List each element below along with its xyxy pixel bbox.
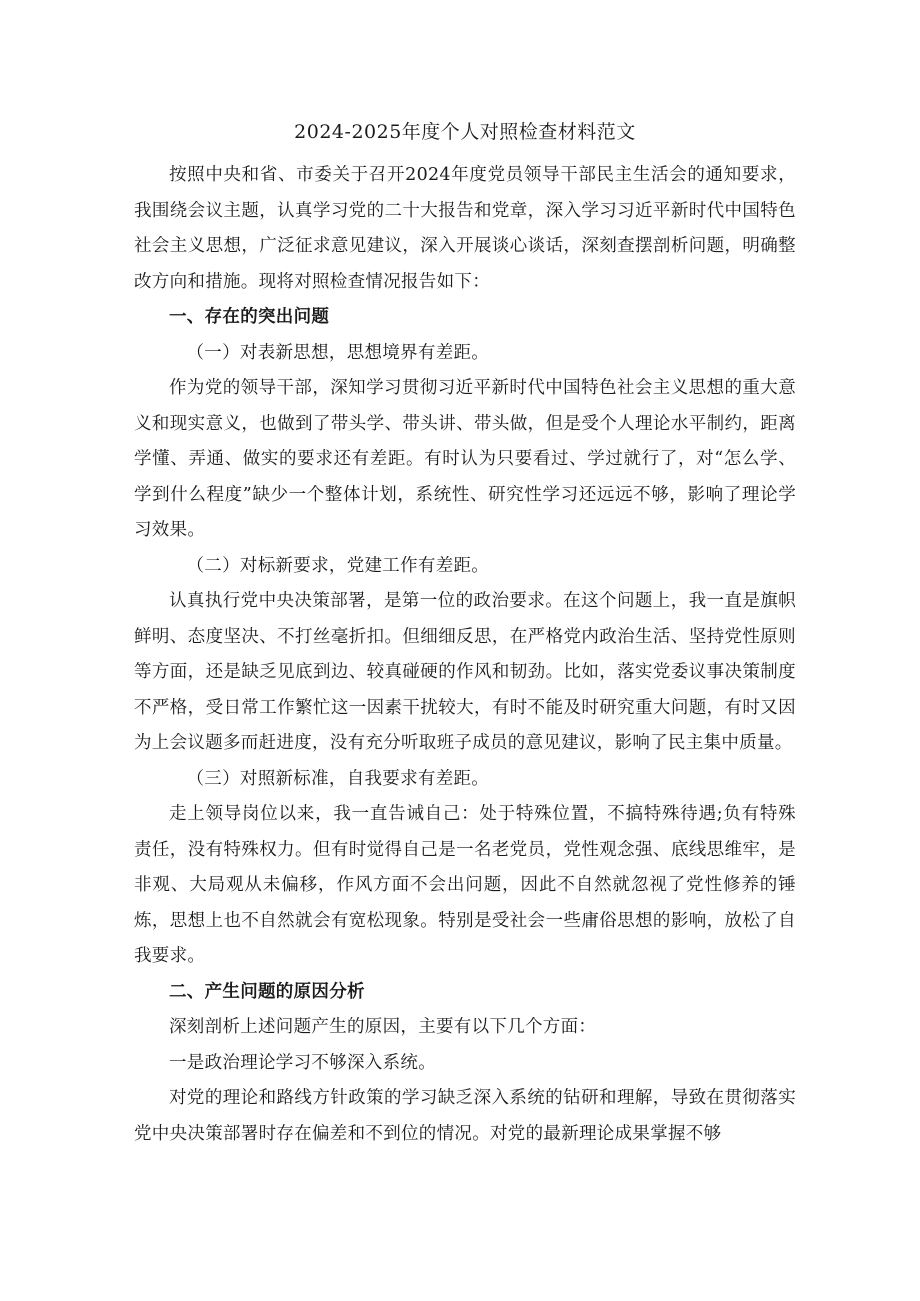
paragraph-causes-lead: 深刻剖析上述问题产生的原因，主要有以下几个方面： xyxy=(169,1017,597,1037)
subheading-party-building: （二）对标新要求，党建工作有差距。 xyxy=(186,555,490,576)
intro-paragraph: 按照中央和省、市委关于召开2024年度党员领导干部民主生活会的通知要求，我围绕会议主题，认真学习党的二十大报告和党章，深入学习习近平新时代中国特色社会主义思想，广泛征求意见建议，深入开展谈心谈话，深刻查摆剖析问题，明确整改方向和措施。现将对照检查情况报告如下： xyxy=(134,165,796,292)
paragraph-party-building: 认真执行党中央决策部署，是第一位的政治要求。在这个问题上，我一直是旗帜鲜明、态度坚决、不打丝毫折扣。但细细反思，在严格党内政治生活、坚持党性原则等方面，还是缺乏见底到边、较真碰硬的作风和韧劲。比如，落实党委议事决策制度不严格，受日常工作繁忙这一因素干扰较大，有时不能及时研究重大问题，有时又因为上会议题多而赶进度，没有充分听取班子成员的意见建议，影响了民主集中质量。 xyxy=(134,591,796,753)
section-heading-causes: 二、产生问题的原因分析 xyxy=(169,981,365,1002)
subheading-thought: （一）对表新思想，思想境界有差距。 xyxy=(186,342,490,363)
paragraph-self-requirement: 走上领导岗位以来，我一直告诫自己：处于特殊位置，不搞特殊待遇;负有特殊责任，没有特殊权力。但有时觉得自己是一名老党员，党性观念强、底线思维牢，是非观、大局观从未偏移，作风方面不会出问题，因此不自然就忽视了党性修养的锤炼，思想上也不自然就会有宽松现象。特别是受社会一些庸俗思想的影响，放松了自我要求。 xyxy=(134,804,796,966)
subheading-self-requirement: （三）对照新标准，自我要求有差距。 xyxy=(186,768,490,789)
paragraph-cause-1-text: 对党的理论和路线方针政策的学习缺乏深入系统的钻研和理解，导致在贯彻落实党中央决策部署时存在偏差和不到位的情况。对党的最新理论成果掌握不够 xyxy=(134,1088,796,1144)
paragraph-cause-1-title: 一是政治理论学习不够深入系统。 xyxy=(169,1052,436,1073)
document-title: 2024-2025年度个人对照检查材料范文 xyxy=(294,121,636,143)
section-heading-problems: 一、存在的突出问题 xyxy=(169,307,330,327)
paragraph-thought: 作为党的领导干部，深知学习贯彻习近平新时代中国特色社会主义思想的重大意义和现实意义，也做到了带头学、带头讲、带头做，但是受个人理论水平制约，距离学懂、弄通、做实的要求还有差距。有时认为只要看过、学过就行了，对“怎么学、学到什么程度”缺少一个整体计划，系统性、研究性学习还远远不够，影响了理论学习效果。 xyxy=(134,378,796,540)
